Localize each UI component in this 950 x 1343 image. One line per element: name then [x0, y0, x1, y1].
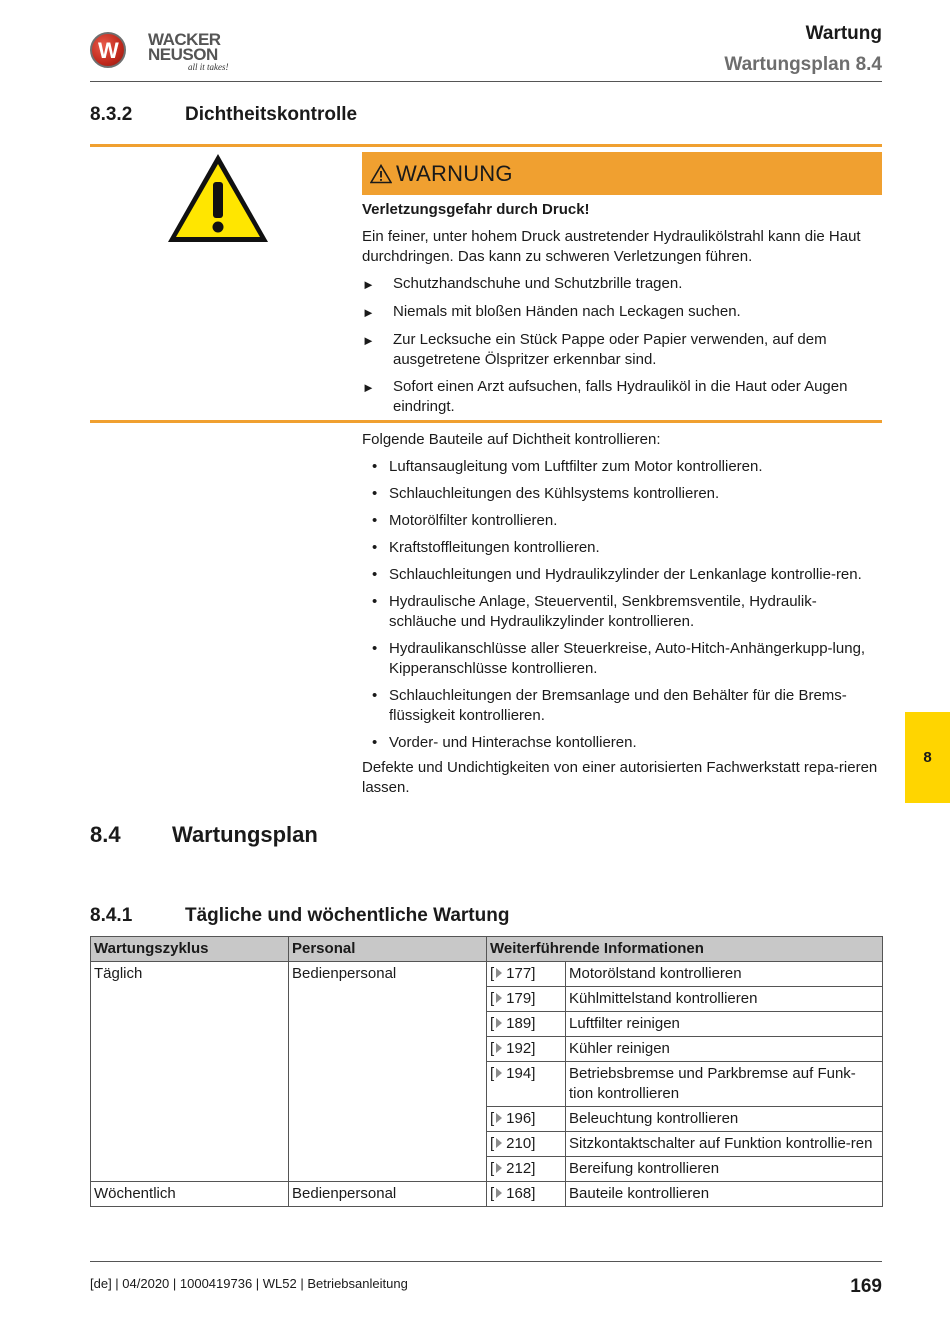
wacker-neuson-logo [90, 30, 240, 78]
list-item: • Vorder- und Hinterachse kontollieren. [372, 734, 637, 751]
logo-brand-line1: WACKER [148, 30, 221, 49]
list-item: • Kraftstoffleitungen kontrollieren. [372, 539, 600, 556]
warning-heading: Verletzungsgefahr durch Druck! [362, 201, 590, 218]
list-item: • Hydraulikanschlüsse aller Steuerkreise, Auto-Hitch-Anhängerkupp-lung, Kipperanschlüsse kontrollieren. [372, 640, 866, 677]
page-reference-link[interactable]: [ 194] [487, 1062, 566, 1107]
arrow-right-icon: ► [362, 333, 375, 348]
chapter-title: Wartung [805, 23, 882, 44]
logo-brand-line2: NEUSON [148, 45, 218, 64]
page-reference-link[interactable]: [ 196] [487, 1107, 566, 1132]
page-reference-link[interactable]: [ 210] [487, 1132, 566, 1157]
table-header-personnel: Personal [289, 937, 487, 962]
info-cell: Betriebsbremse und Parkbremse auf Funk-tion kontrollieren [566, 1062, 883, 1107]
page-reference-link[interactable]: [ 177] [487, 962, 566, 987]
check-intro: Folgende Bauteile auf Dichtheit kontrollieren: [362, 431, 661, 448]
warning-body [362, 200, 882, 424]
info-cell: Kühler reinigen [566, 1037, 883, 1062]
list-item: • Schlauchleitungen und Hydraulikzylinder der Lenkanlage kontrollie-ren. [372, 566, 862, 583]
info-cell: Beleuchtung kontrollieren [566, 1107, 883, 1132]
logo-slogan: all it takes! [188, 62, 229, 72]
info-cell: Luftfilter reinigen [566, 1012, 883, 1037]
page-pointer-icon [496, 1163, 502, 1173]
info-cell: Bereifung kontrollieren [566, 1157, 883, 1182]
list-item: • Schlauchleitungen der Bremsanlage und den Behälter für die Brems-flüssigkeit kontrollieren. [372, 687, 847, 724]
page-reference-link[interactable]: [ 168] [487, 1182, 566, 1207]
section-running-title: Wartungsplan 8.4 [724, 54, 882, 75]
section-number: 8.4.1 [90, 905, 133, 926]
table-header-cycle: Wartungszyklus [91, 937, 289, 962]
warning-text: Ein feiner, unter hohem Druck austretender Hydraulikölstrahl kann die Haut durchdringen. Das kann zu schweren Verletzungen führen. [362, 228, 861, 265]
list-item: • Motorölfilter kontrollieren. [372, 512, 558, 529]
page-reference-link[interactable]: [ 212] [487, 1157, 566, 1182]
warning-label: WARNUNG [396, 160, 513, 186]
arrow-right-icon: ► [362, 305, 375, 320]
table-row [91, 1182, 883, 1207]
page-pointer-icon [496, 1018, 502, 1028]
chapter-tab: 8 [905, 712, 950, 803]
check-list-block [362, 430, 882, 805]
warning-action: ► Schutzhandschuhe und Schutzbrille tragen. [362, 274, 882, 295]
table-row [91, 962, 883, 987]
footer-divider [90, 1261, 882, 1262]
logo-emblem-icon: W [90, 32, 126, 68]
section-heading-832 [90, 104, 357, 126]
info-cell: Kühlmittelstand kontrollieren [566, 987, 883, 1012]
info-cell: Sitzkontaktschalter auf Funktion kontrollie-ren [566, 1132, 883, 1157]
page-number: 169 [850, 1276, 882, 1297]
section-heading-84 [90, 822, 318, 848]
page-pointer-icon [496, 1188, 502, 1198]
list-item: • Luftansaugleitung vom Luftfilter zum Motor kontrollieren. [372, 458, 763, 475]
warning-action: ► Niemals mit bloßen Händen nach Leckagen suchen. [362, 302, 882, 323]
section-number: 8.3.2 [90, 104, 133, 125]
header-divider [90, 81, 882, 82]
warning-bottom-rule [90, 420, 882, 423]
section-title: Wartungsplan [172, 822, 318, 847]
section-title: Dichtheitskontrolle [185, 104, 358, 125]
page-reference-link[interactable]: [ 192] [487, 1037, 566, 1062]
page-reference-link[interactable]: [ 179] [487, 987, 566, 1012]
list-item: • Schlauchleitungen des Kühlsystems kontrollieren. [372, 485, 720, 502]
cycle-cell: Täglich [91, 962, 289, 1182]
section-heading-841 [90, 905, 509, 927]
page-pointer-icon [496, 1043, 502, 1053]
warning-action: ► Zur Lecksuche ein Stück Pappe oder Papier verwenden, auf dem ausgetretene Ölspritzer erkennbar sind. [362, 331, 827, 368]
warning-top-rule [90, 144, 882, 147]
maintenance-table [90, 936, 883, 1207]
page-pointer-icon [496, 1068, 502, 1078]
page-pointer-icon [496, 1113, 502, 1123]
warning-banner [362, 152, 882, 195]
section-title: Tägliche und wöchentliche Wartung [185, 905, 510, 926]
check-outro: Defekte und Undichtigkeiten von einer autorisierten Fachwerkstatt repa-rieren lassen. [362, 759, 878, 796]
table-header-row [91, 937, 883, 962]
warning-action: ► Sofort einen Arzt aufsuchen, falls Hydrauliköl in die Haut oder Augen eindringt. [362, 378, 848, 415]
info-cell: Bauteile kontrollieren [566, 1182, 883, 1207]
list-item: • Hydraulische Anlage, Steuerventil, Senkbremsventile, Hydraulik-schläuche und Hydraulikzylinder kontrollieren. [372, 593, 817, 630]
personnel-cell: Bedienpersonal [289, 1182, 487, 1207]
table-header-info: Weiterführende Informationen [487, 937, 883, 962]
page-reference-link[interactable]: [ 189] [487, 1012, 566, 1037]
warning-triangle-icon [166, 152, 270, 244]
page-pointer-icon [496, 968, 502, 978]
page-pointer-icon [496, 993, 502, 1003]
cycle-cell: Wöchentlich [91, 1182, 289, 1207]
info-cell: Motorölstand kontrollieren [566, 962, 883, 987]
section-number: 8.4 [90, 822, 121, 847]
footer-text: [de] | 04/2020 | 1000419736 | WL52 | Betriebsanleitung [90, 1276, 408, 1291]
personnel-cell: Bedienpersonal [289, 962, 487, 1182]
warning-small-icon [370, 164, 392, 184]
arrow-right-icon: ► [362, 380, 375, 395]
page-pointer-icon [496, 1138, 502, 1148]
arrow-right-icon: ► [362, 277, 375, 292]
